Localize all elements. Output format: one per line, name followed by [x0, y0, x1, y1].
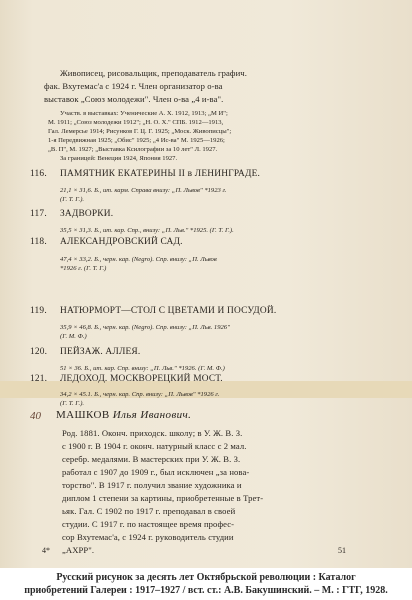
page-number: 51	[338, 546, 346, 555]
entry-details: (Г. М. Ф.)	[60, 333, 87, 340]
bio-line: работал с 1907 до 1909 г., был исключен „за нова-	[62, 467, 250, 477]
intro-line: фак. Вхутемас'а с 1924 г. Член организатор о-ва	[44, 81, 223, 91]
bio-line: серебр. медалями. В мастерских при У. Ж. В. З.	[62, 454, 241, 464]
entry-details: 35,9 × 46,8. Б., черн. кар. (Negro). Спр. внизу: „П. Льв. 1926"	[60, 324, 230, 331]
entry-title: ЗАДВОРКИ.	[60, 209, 114, 219]
bio-line: студии. С 1917 г. по настоящее время профес-	[62, 519, 235, 529]
entry-title: АЛЕКСАНДРОВСКИЙ САД.	[60, 237, 183, 247]
printer-signature: 4*	[42, 546, 50, 555]
catalog-entry-title	[30, 306, 276, 316]
bio-line: сор Вхутемас'а, с 1924 г. руководитель студии	[62, 532, 234, 542]
entry-number: 120.	[30, 347, 48, 357]
exhibitions-line: 1-я Передвижная 1925; „Обис" 1925; „4 Ис-ва" М. 1925—1926;	[48, 137, 225, 144]
entry-number: 117.	[30, 209, 47, 219]
entry-number: 119.	[30, 306, 47, 316]
bio-line: Род. 1881. Оконч. приходск. школу; в У. Ж. В. З.	[62, 428, 243, 438]
catalog-entry-title	[30, 169, 260, 179]
intro-line: выставок „Союз молодежи". Член о-ва „4 и-ва".	[44, 94, 224, 104]
entry-details: 34,2 × 45.1. Б., черн. кар. Спр. внизу: „П. Львов" *1926 г.	[60, 391, 220, 398]
entry-number: 116.	[30, 169, 47, 179]
entry-title: НАТЮРМОРТ—СТОЛ С ЦВЕТАМИ И ПОСУДОЙ.	[60, 306, 277, 316]
bio-line: ьяк. Гал. С 1902 по 1917 г. преподавал в своей	[62, 506, 236, 516]
entry-number: 118.	[30, 237, 47, 247]
exhibitions-line: М. 1911; „Союз молодежи 1912"; „Н. О. Х." СПБ. 1912—1913,	[48, 119, 224, 126]
citation-line: Русский рисунок за десять лет Октябрьской революции : Каталог	[56, 572, 356, 583]
catalog-entry-title	[30, 374, 223, 384]
exhibitions-line: За границей: Венеция 1924, Япония 1927.	[60, 155, 178, 162]
entry-details: 21,1 × 31,6. Б., ит. карм. Справа внизу: „П. Львов" *1923 г.	[60, 187, 227, 194]
citation-caption	[0, 571, 412, 597]
margin-number: 40	[30, 410, 41, 422]
entry-details: 51 × 36. Б., ит. кар. Спр. внизу: „П. Льв." *1926. (Г. М. Ф.)	[60, 365, 225, 372]
entry-details: *1926 г. (Г. Т. Г.)	[60, 265, 107, 272]
entry-details: 35,5 × 31,3. Б., ит. кар. Спр., внизу: „П. Льв." *1925. (Г. Т. Г.).	[60, 227, 234, 234]
artist-names: Илья Иванович.	[112, 409, 192, 421]
exhibitions-line: Гал. Лемерсье 1914; Рисунков Г. Ц. Г. 1925; „Моск. Живописцы";	[48, 128, 232, 135]
entry-details: (Г. Т. Г.).	[60, 400, 85, 407]
intro-line: Живописец, рисовальщик, преподаватель графич.	[60, 68, 247, 78]
entry-title: ПАМЯТНИК ЕКАТЕРИНЫ II в ЛЕНИНГРАДЕ.	[60, 169, 261, 179]
artist-bio	[62, 427, 352, 557]
entry-title: ЛЕДОХОД. МОСКВОРЕЦКИЙ МОСТ.	[60, 374, 223, 384]
catalog-entry-title	[30, 237, 183, 247]
entry-details: (Г. Т. Г.).	[60, 196, 85, 203]
artist-heading	[56, 409, 191, 421]
citation-line: приобретений Галереи : 1917–1927 / вст. ст.: А.В. Бакушинский. – М. : ГТГ, 1928.	[24, 585, 388, 596]
entry-title: ПЕЙЗАЖ. АЛЛЕЯ.	[60, 347, 141, 357]
entry-details: 47,4 × 33,2. Б., черн. кар. (Negro). Спр. внизу: „П. Львов	[60, 256, 217, 263]
entry-number: 121.	[30, 374, 48, 384]
bio-line: „АХРР".	[62, 545, 95, 555]
bio-line: диплом 1 степени за картины, приобретенные в Трет-	[62, 493, 264, 503]
catalog-entry-title	[30, 209, 113, 219]
bio-line: торство". В 1917 г. получил звание художника и	[62, 480, 242, 490]
artist-surname: МАШКОВ	[56, 409, 110, 421]
bio-line: с 1900 г. В 1904 г. оконч. натурный класс с 2 мал.	[62, 441, 247, 451]
catalog-entry-title	[30, 347, 140, 357]
exhibitions-line: Участв. в выставках: Ученические А. Х. 1912, 1913; „М И";	[60, 110, 228, 117]
exhibitions-line: „В. П", М. 1927; „Выставка Ксилографии за 10 лет" Л. 1927.	[48, 146, 218, 153]
